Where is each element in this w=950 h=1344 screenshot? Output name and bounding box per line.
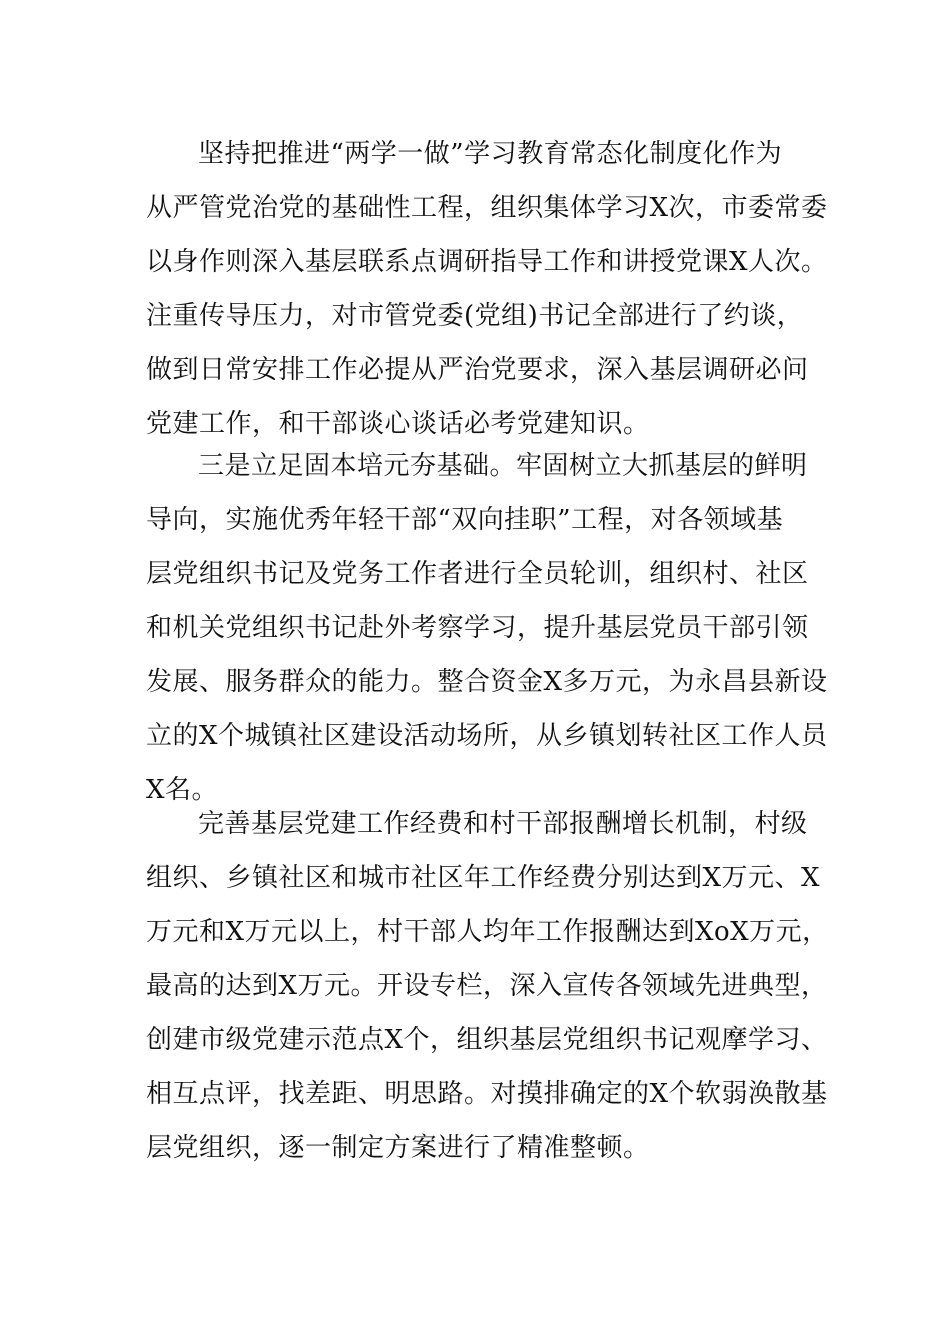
text-line: 和机关党组织书记赴外考察学习，提升基层党员干部引领 <box>146 613 809 643</box>
text-line: 最高的达到X万元。开设专栏，深入宣传各领域先进典型， <box>146 971 828 1001</box>
text-line: 从严管党治党的基础性工程，组织集体学习X次，市委常委 <box>146 193 828 223</box>
text-line: 完善基层党建工作经费和村干部报酬增长机制，村级 <box>198 809 808 839</box>
text-line: 立的X个城镇社区建设活动场所，从乡镇划转社区工作人员 <box>146 721 828 751</box>
text-line: 三是立足固本培元夯基础。牢固树立大抓基层的鲜明 <box>198 451 808 481</box>
text-line: 层党组织，逐一制定方案进行了精准整顿。 <box>146 1133 650 1163</box>
text-line: 组织、乡镇社区和城市社区年工作经费分别达到X万元、X <box>146 863 821 893</box>
paragraph-1 <box>146 127 828 451</box>
text-line: 创建市级党建示范点X个，组织基层党组织书记观摩学习、 <box>146 1025 828 1055</box>
paragraph-3 <box>146 797 829 1175</box>
text-line: 层党组织书记及党务工作者进行全员轮训，组织村、社区 <box>146 559 809 589</box>
text-line: 做到日常安排工作必提从严治党要求，深入基层调研必问 <box>146 355 809 385</box>
text-line: X名。 <box>146 775 219 805</box>
text-line: 注重传导压力，对市管党委(党组)书记全部进行了约谈， <box>146 301 804 331</box>
text-line: 以身作则深入基层联系点调研指导工作和讲授党课X人次。 <box>146 247 828 277</box>
text-line: 坚持把推进“两学一做”学习教育常态化制度化作为 <box>198 139 783 169</box>
paragraph-2 <box>146 439 828 817</box>
text-line: 相互点评，找差距、明思路。对摸排确定的X个软弱涣散基 <box>146 1079 828 1109</box>
text-line: 导向，实施优秀年轻干部“双向挂职”工程，对各领域基 <box>146 505 784 535</box>
text-line: 万元和X万元以上，村干部人均年工作报酬达到XoX万元， <box>146 917 829 947</box>
text-line: 发展、服务群众的能力。整合资金X多万元，为永昌县新设 <box>146 667 828 697</box>
text-line: 党建工作，和干部谈心谈话必考党建知识。 <box>146 409 650 439</box>
